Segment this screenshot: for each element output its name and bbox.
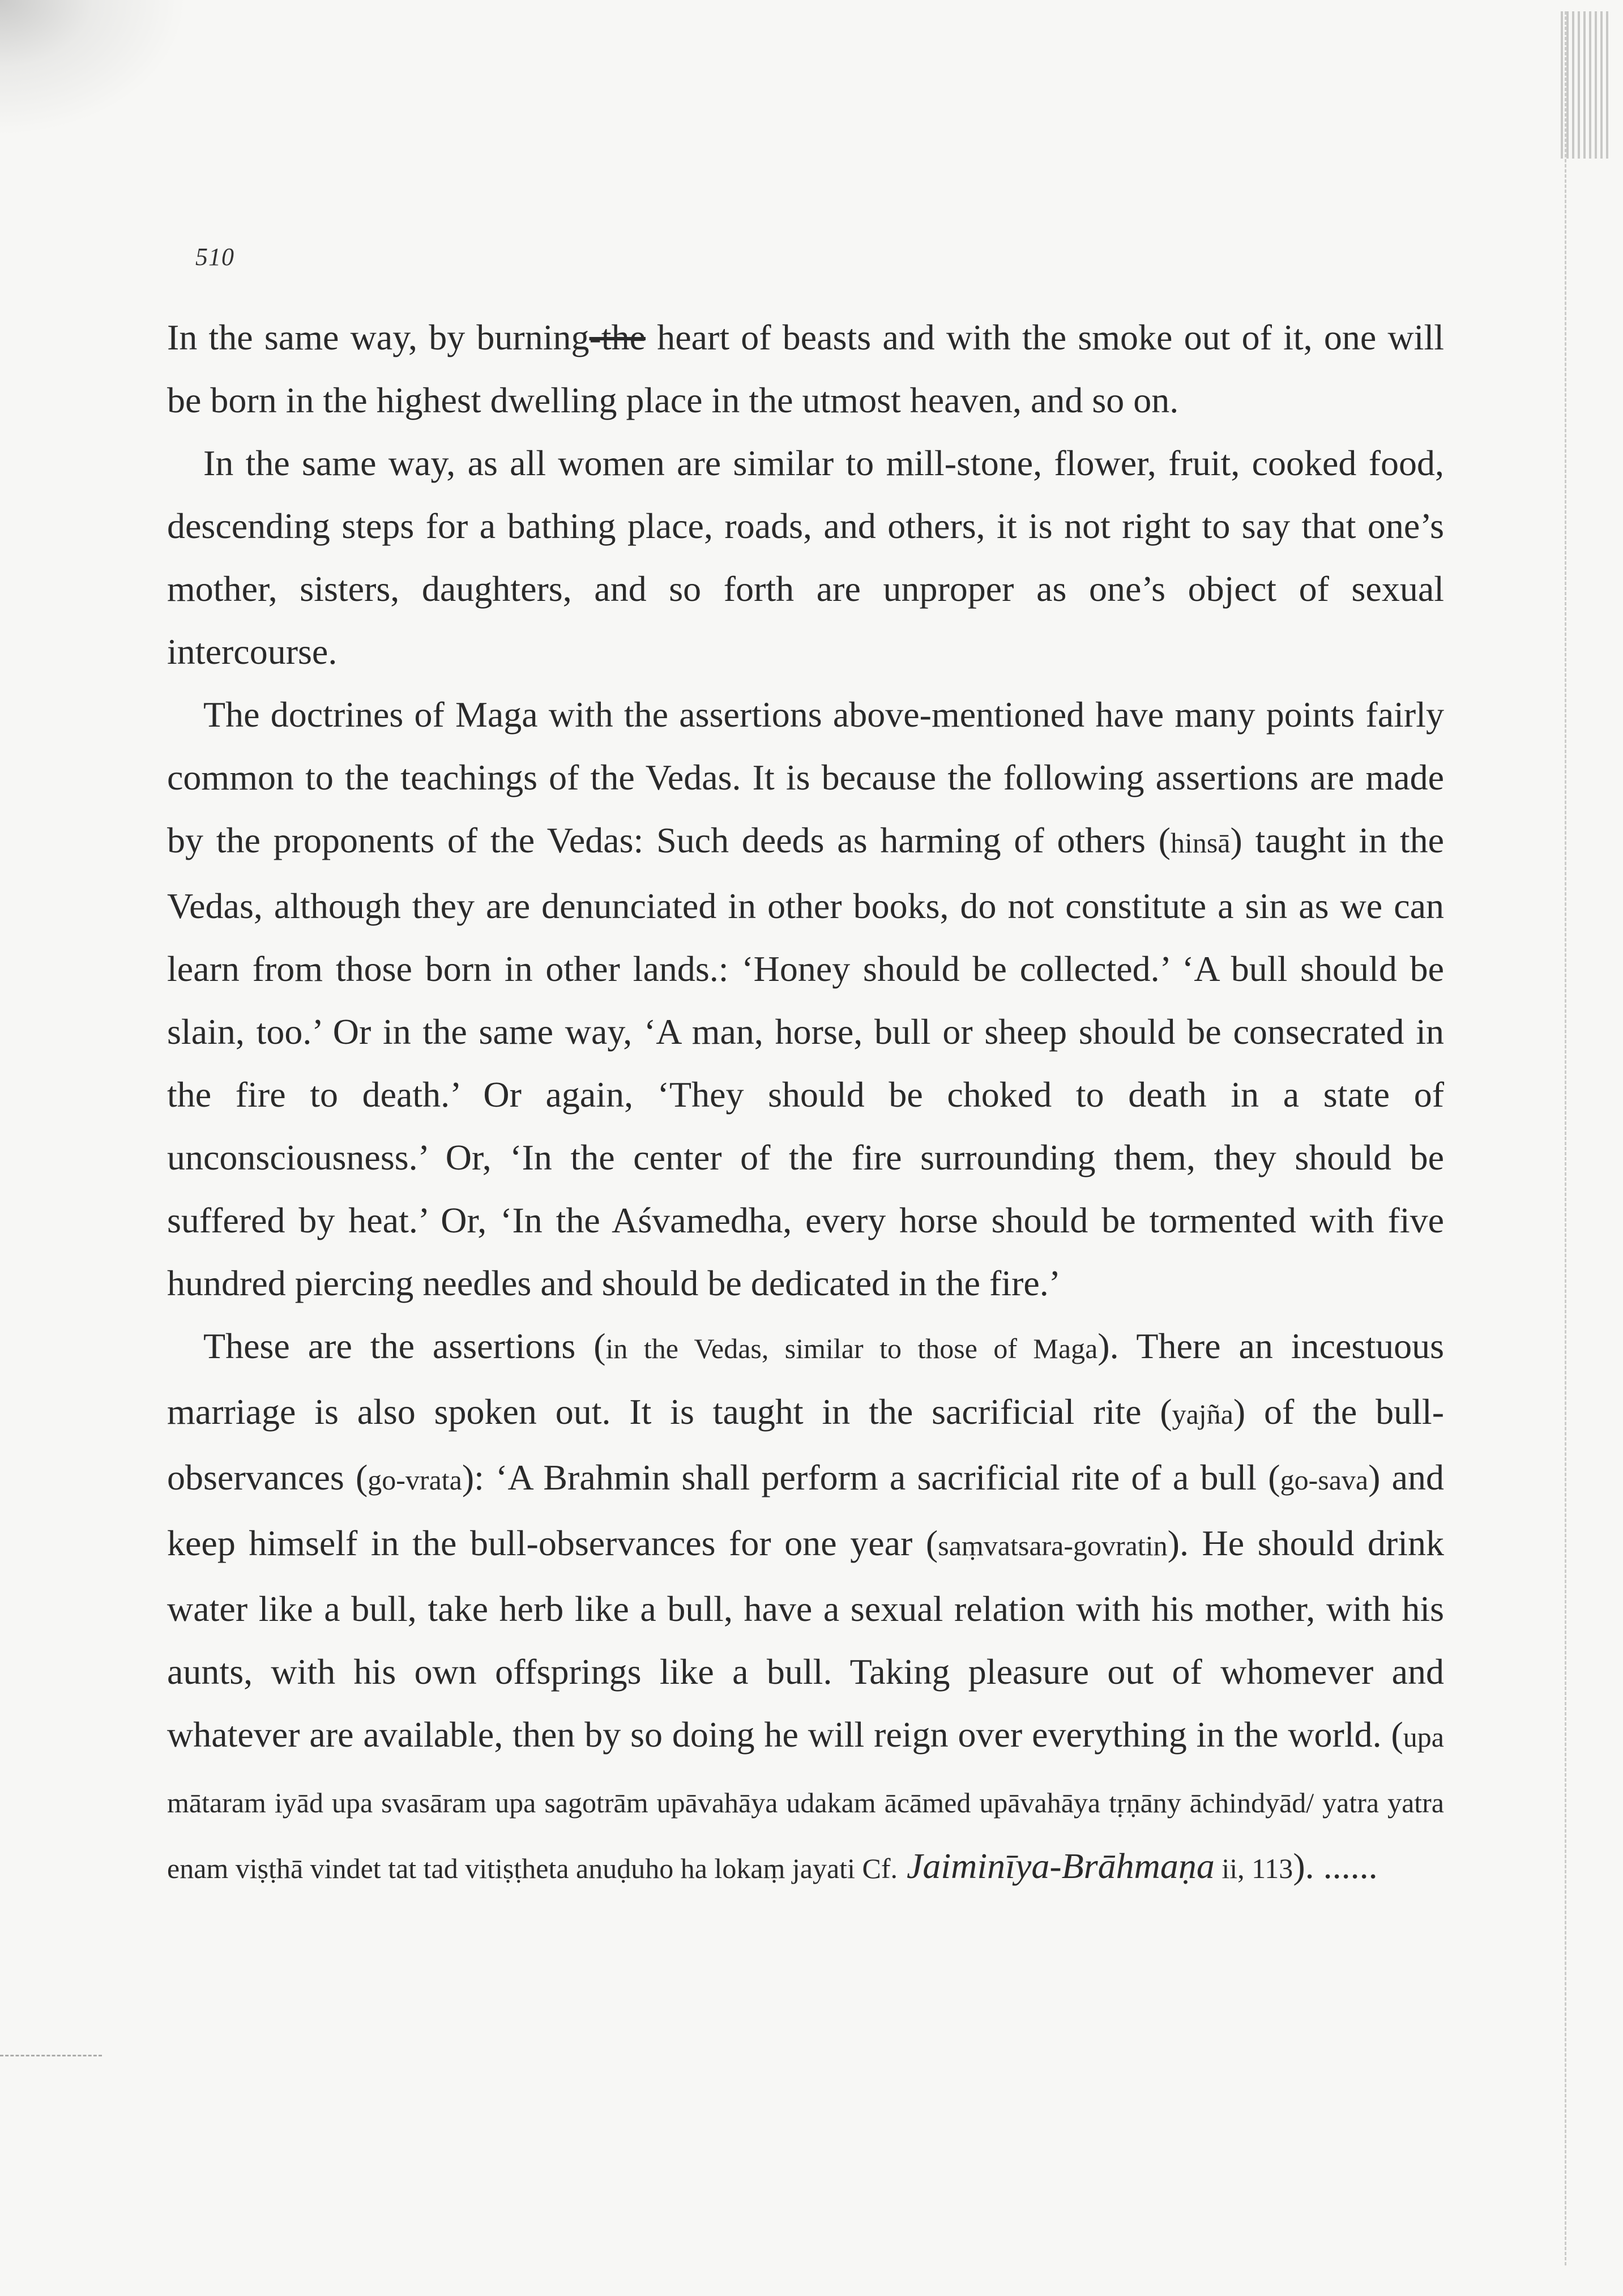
page-number: 510 — [195, 243, 234, 271]
text-segment: ). There an incestuous marriage is also spoken out. It is taught in the sacrificial rite ( — [167, 1326, 1444, 1432]
text-segment: in the Vedas, similar to those of Maga — [605, 1333, 1098, 1364]
text-segment: ). He should drink water like a bull, take herb like a bull, have a sexual relation with his mother, with his aunts, with his own offsprings like a bull. Taking pleasure out of whomever and whatever are available, then by so doing he will reign over everything in the world. ( — [167, 1523, 1445, 1755]
text-segment: yajña — [1172, 1398, 1233, 1430]
text-segment: ) of the bull-observances ( — [167, 1392, 1445, 1497]
text-segment: ) and keep himself in the bull-observances for one year ( — [167, 1457, 1445, 1563]
paragraph — [167, 683, 1444, 1315]
text-segment: ). ...... — [1293, 1846, 1378, 1886]
text-segment: ii, 113 — [1214, 1853, 1293, 1884]
text-segment: In the same way, as all women are similar to mill-stone, flower, fruit, cooked food, descending steps for a bathing place, roads, and others, it is not right to say that one’s mother, sisters, daughters, and so forth are unproper as one’s object of sexual intercourse. — [167, 443, 1444, 672]
text-segment: The doctrines of Maga with the assertions above-mentioned have many points fairly common to the teachings of the Vedas. It is because the following assertions are made by the proponents of the Vedas: Such deeds as harming of others ( — [167, 694, 1444, 860]
paragraph — [167, 306, 1444, 432]
paragraph — [167, 1315, 1444, 1900]
text-segment — [898, 1846, 907, 1886]
paragraph — [167, 432, 1444, 683]
text-segment: upa mātaram iyād upa svasāram upa sagotrām upāvahāya udakam ācāmed upāvahāya tṛṇāny āchindyād/ yatra yatra enam viṣṭhā vindet tat tad vitiṣṭheta anuḍuho ha lokaṃ jayati Cf. — [167, 1721, 1444, 1884]
scan-shadow — [0, 0, 187, 136]
text-segment: ) taught in the Vedas, although they are denunciated in other books, do not constitute a sin as we can learn from those born in other lands.: ‘Honey should be collected.’ ‘A bull should be slain, too.’ Or in the same way, ‘A man, horse, bull or sheep should be consecrated in the fire to death.’ Or again, ‘They should be choked to death in a state of unconsciousness.’ Or, ‘In the center of the fire surrounding them, they should be suffered by heat.’ Or, ‘In the Aśvamedha, every horse should be tormented with five hundred piercing needles and should be dedicated in the fire.’ — [167, 820, 1445, 1303]
binding-edge — [1565, 11, 1600, 2265]
text-segment: ): ‘A Brahmin shall perform a sacrificial rite of a bull ( — [462, 1457, 1280, 1497]
text-segment: -the — [589, 317, 646, 357]
text-segment: go-vrata — [368, 1464, 462, 1496]
text-segment: hinsā — [1170, 827, 1231, 859]
text-segment: heart of beasts and with the smoke out of it, one will be born in the highest dwelling place in the utmost heaven, and so on. — [167, 317, 1445, 420]
margin-mark — [0, 2055, 102, 2056]
text-segment: go-sava — [1280, 1464, 1369, 1496]
text-segment: These are the assertions ( — [203, 1326, 606, 1366]
text-segment: saṃvatsara-govratin — [938, 1530, 1168, 1561]
body-text — [167, 306, 1444, 1900]
text-segment: In the same way, by burning — [167, 317, 590, 357]
text-segment: Jaiminīya-Brāhmaṇa — [906, 1846, 1215, 1886]
